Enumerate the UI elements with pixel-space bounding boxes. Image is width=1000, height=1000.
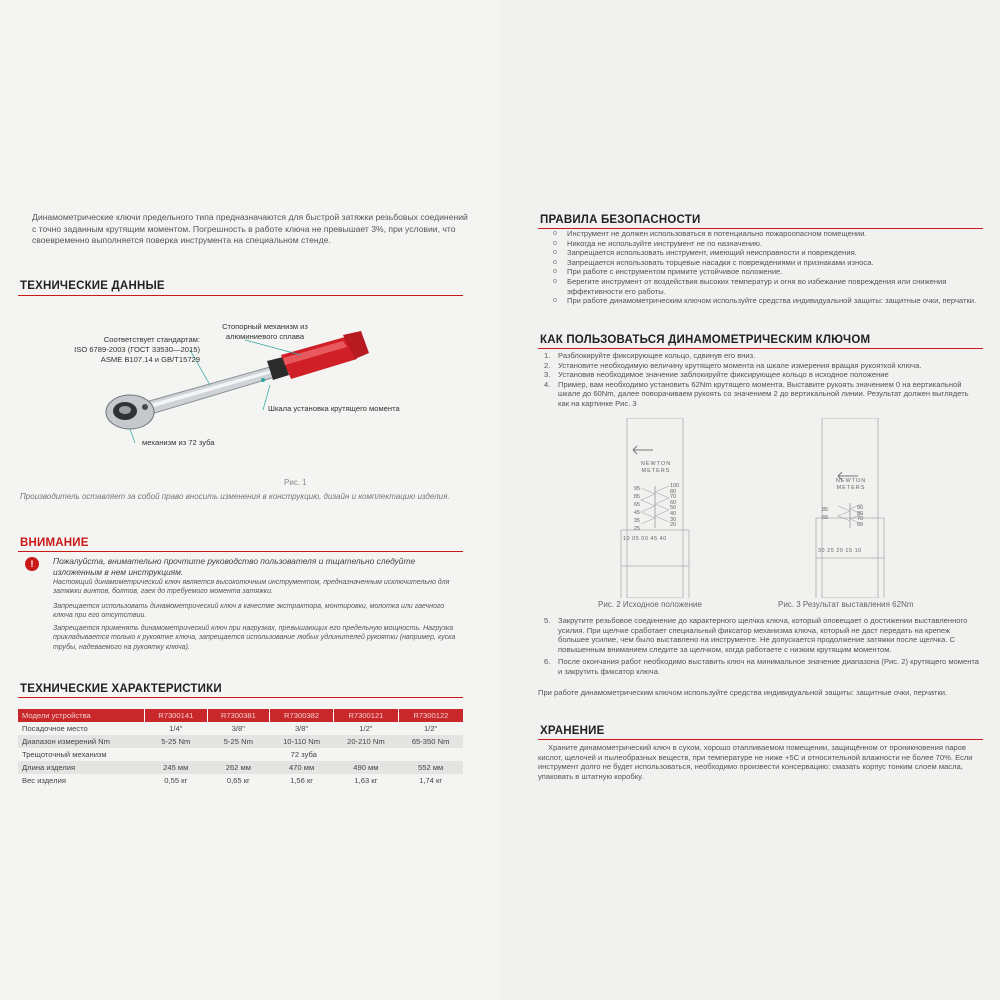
list-item	[540, 361, 980, 371]
right-page	[500, 0, 1000, 1000]
table-cell: 0,55 кг	[164, 776, 188, 785]
table-cell: 1,74 кг	[419, 776, 443, 785]
tick-label: 85	[822, 507, 829, 513]
list-item: o Запрещается использовать инструмент, имеющий неисправности и повреждения.	[553, 248, 983, 258]
tick-label: 80	[670, 488, 677, 495]
standards-line-3: ASME B107.14 и GB/T15729	[100, 355, 200, 364]
newton-label: NEWTON	[835, 478, 867, 484]
list-item	[540, 657, 980, 676]
table-cell: 5-25 Nm	[207, 735, 270, 748]
arrow-left-icon	[633, 446, 653, 454]
step-number: 6.	[544, 657, 551, 667]
list-item: o Берегите инструмент от воздействия высоких температур и огня во избежание повреждения или снижения эффективности его работы.	[553, 277, 983, 296]
table-cell: 1/2"	[359, 724, 373, 733]
tick-label: 80	[857, 510, 864, 517]
attention-rule	[18, 551, 463, 552]
list-item	[540, 380, 980, 409]
table-cell: 245 мм	[145, 761, 208, 774]
fig3-left-ticks	[822, 506, 828, 522]
meters-label: METERS	[641, 468, 671, 474]
tech-data-title: ТЕХНИЧЕСКИЕ ДАННЫЕ	[20, 280, 165, 292]
standards-line-2: ISO 6789-2003 (ГОСТ 33530—2015)	[74, 345, 200, 354]
callout-standards	[60, 335, 200, 365]
fig2-bottom-ticks: 10 05 00 45 40	[623, 536, 667, 542]
callout-lock	[205, 322, 325, 342]
table-row	[18, 722, 463, 735]
manufacturer-note: Производитель оставляет за собой право вносить изменения в конструкцию, дизайн и комплектацию изделия.	[20, 492, 450, 501]
attention-p2: Запрещается использовать динамометрический ключ в качестве экстрактора, монтировки, молотка или гаечного ключа при его отсутствии.	[53, 603, 445, 620]
attention-p1: Настоящий динамометрический ключ является высокоточным инструментом, предназначенным исключительно для затяжки винтов, болтов, гаек до требуемого момента затяжки.	[53, 579, 450, 596]
fig1-caption: Рис. 1	[284, 478, 307, 487]
fig2-newton-label	[633, 461, 679, 475]
table-header-cell: R7300141	[145, 709, 208, 722]
table-cell: 0,65 кг	[226, 776, 250, 785]
table-cell: Длина изделия	[18, 761, 145, 774]
safety-title: ПРАВИЛА БЕЗОПАСНОСТИ	[540, 214, 701, 226]
table-cell: 262 мм	[207, 761, 270, 774]
list-item: o При работе динамометрическим ключом используйте средства индивидуальной защиты: защитные очки, перчатки.	[553, 296, 983, 306]
howto-rule	[538, 348, 983, 349]
attention-main: Пожалуйста, внимательно прочтите руководство пользователя и тщательно следуйте изложенным в нем инструкциям.	[53, 556, 416, 577]
table-header-row	[18, 709, 463, 722]
specs-rule	[18, 697, 463, 698]
table-row	[18, 774, 463, 787]
howto-steps-2	[540, 616, 980, 677]
table-cell: Диапазон измерений Nm	[18, 735, 145, 748]
step-text: Закрутите резьбовое соединение до характерного щелчка ключа, который оповещает о достижении выставленного усилия. При щелчке сработает специальный фиксатор механизма ключа, который не даст передать на крепеж большее усилие, чем было выставлено на инструменте. Не допускается продолжение затяжки после щелчка. С повышенным вниманием следите за щелчком, когда работаете с низким крутящим моментом.	[558, 616, 968, 654]
table-header-cell: Модели устройства	[18, 709, 145, 722]
tick-label: 65	[633, 502, 640, 508]
table-header-cell: R7300121	[334, 709, 399, 722]
table-cell: Посадочное место	[22, 724, 88, 733]
specs-table	[18, 709, 463, 787]
table-cell: 490 мм	[334, 761, 399, 774]
fig2-right-ticks	[670, 484, 679, 529]
tick-label: 25	[633, 526, 640, 532]
meters-label: METERS	[836, 485, 866, 491]
step-number: 5.	[544, 616, 551, 625]
callout-scale: Шкала установка крутящего момента	[268, 404, 400, 413]
howto-steps	[540, 351, 980, 409]
table-row	[18, 748, 463, 761]
list-item	[540, 370, 980, 380]
step-text: Установите необходимую величину крутящего момента на шкале измерения вращая рукояткой ключа.	[558, 360, 922, 370]
table-cell: 1/2"	[423, 724, 438, 733]
list-item	[540, 616, 980, 654]
table-header-cell: R7300122	[398, 709, 463, 722]
tick-label: 45	[633, 510, 640, 516]
tick-label: 70	[857, 516, 864, 523]
table-header-cell: R7300381	[207, 709, 270, 722]
tick-label: 95	[633, 486, 640, 492]
lock-line-2: алюминиевого сплава	[225, 332, 305, 341]
table-cell: 5-25 Nm	[145, 735, 208, 748]
table-cell: 1/4"	[169, 724, 183, 733]
fig2-scale-diagram	[615, 418, 695, 598]
tick-label: 85	[633, 494, 640, 500]
tick-label: 65	[822, 515, 829, 521]
table-cell: Трещоточный механизм	[22, 750, 107, 759]
step-number: 2.	[544, 360, 551, 370]
fig3-caption: Рис. 3 Результат выставления 62Nm	[778, 600, 914, 609]
table-cell: 1,63 кг	[354, 776, 378, 785]
tick-label: 35	[633, 518, 640, 524]
safety-list	[553, 229, 983, 306]
howto-title: КАК ПОЛЬЗОВАТЬСЯ ДИНАМОМЕТРИЧЕСКИМ КЛЮЧОМ	[540, 334, 871, 346]
tick-label: 60	[670, 499, 677, 506]
table-row	[18, 761, 463, 774]
attention-p3: Запрещается применять динамометрический ключ при нагрузках, превышающих его предельную мощность. Нагрузка прикладывается только к рукоятке ключа, запрещается использование любых удлинителей рукоятки (например, куска трубы, надеваемого на рукоятку ключа).	[53, 625, 456, 651]
tick-label: 40	[670, 510, 677, 517]
list-item: o Инструмент не должен использоваться в потенциально пожароопасном помещении.	[553, 229, 983, 239]
step-text: Установив необходимое значение заблокируйте фиксирующее кольцо в исходное положение	[558, 370, 889, 380]
list-item: o При работе с инструментом примите устойчивое положение.	[553, 267, 983, 277]
tick-label: 60	[857, 521, 864, 528]
fig3-newton-label	[826, 478, 876, 492]
tick-label: 50	[670, 505, 677, 512]
table-cell: 3/8"	[231, 724, 245, 733]
tick-label: 90	[857, 505, 864, 511]
fig2-left-ticks	[630, 485, 640, 533]
list-item: o Никогда не используйте инструмент не по назначению.	[553, 239, 983, 249]
ppe-note: При работе динамометрическим ключом используйте средства индивидуальной защиты: защитные очки, перчатки.	[538, 688, 948, 697]
tick-label: 70	[670, 494, 677, 501]
fig2-caption: Рис. 2 Исходное положение	[598, 600, 702, 609]
table-cell: 20-210 Nm	[334, 735, 399, 748]
step-text: После окончания работ необходимо выставить ключ на минимальное значение диапазона (Рис. 2) крутящего момента и закрутить фиксатор ключа.	[558, 657, 980, 676]
table-cell: 470 мм	[270, 761, 334, 774]
tick-label: 30	[670, 516, 677, 523]
table-cell: 10-110 Nm	[270, 735, 334, 748]
list-item	[540, 351, 980, 361]
table-row	[18, 735, 463, 748]
lock-line-1: Стопорный механизм из	[222, 322, 308, 331]
storage-rule	[538, 739, 983, 740]
tick-label: 100	[670, 483, 680, 489]
storage-text: Храните динамометрический ключ в сухом, хорошо отапливаемом помещении, защищённом от проникновения паров кислот, щелочей и пылеобразных веществ, при температуре не ниже +5С и относительной влажности не более 70%. Если инструмент долго не будет использоваться, необходимо произвести консервацию: смазать корпус тонким слоем масла, упаковать в штатную коробку.	[538, 743, 973, 781]
storage-title: ХРАНЕНИЕ	[540, 725, 605, 737]
fig3-bottom-ticks: 30 25 20 15 10	[818, 548, 862, 554]
tech-data-rule	[18, 295, 463, 296]
step-text: Пример, вам необходимо установить 62Nm крутящего момента. Выставите рукоять значением 0 на вертикальной шкале до 60Nm, далее поворачиваем рукоять со значением 2 до вертикальной линии. Результат должен выглядеть как на картинке Рис. 3	[558, 379, 969, 408]
table-header-cell: R7300382	[270, 709, 334, 722]
newton-label: NEWTON	[640, 461, 672, 467]
step-number: 3.	[544, 370, 551, 380]
list-item: o Запрещается использовать торцевые насадки с повреждениями и признаками износа.	[553, 258, 983, 268]
table-cell: Вес изделия	[22, 776, 66, 785]
fig3-right-ticks	[857, 506, 863, 528]
table-cell: 3/8"	[294, 724, 309, 733]
intro-paragraph: Динамометрические ключи предельного типа предназначаются для быстрой затяжки резьбовых соединений с точно заданным крутящим моментом. Погрешность в работе ключа не превышает 3%, при условии, что своевременно выполняется поверка инструмента на специальном стенде.	[32, 212, 468, 245]
callout-ratchet: механизм из 72 зуба	[142, 438, 215, 447]
tick-label: 20	[670, 522, 677, 529]
specs-title: ТЕХНИЧЕСКИЕ ХАРАКТЕРИСТИКИ	[20, 683, 222, 695]
attention-title: ВНИМАНИЕ	[20, 537, 89, 549]
table-cell: 552 мм	[398, 761, 463, 774]
standards-line-1: Соответствует стандартам:	[103, 335, 200, 344]
warning-icon: !	[25, 557, 39, 571]
table-cell: 1,56 кг	[290, 776, 314, 785]
step-number: 4.	[544, 379, 551, 389]
table-cell: 65-350 Nm	[398, 735, 463, 748]
step-number: 1.	[544, 351, 551, 360]
table-cell: 72 зуба	[290, 750, 317, 759]
step-text: Разблокируйте фиксирующее кольцо, сдвинув его вниз.	[558, 351, 756, 360]
